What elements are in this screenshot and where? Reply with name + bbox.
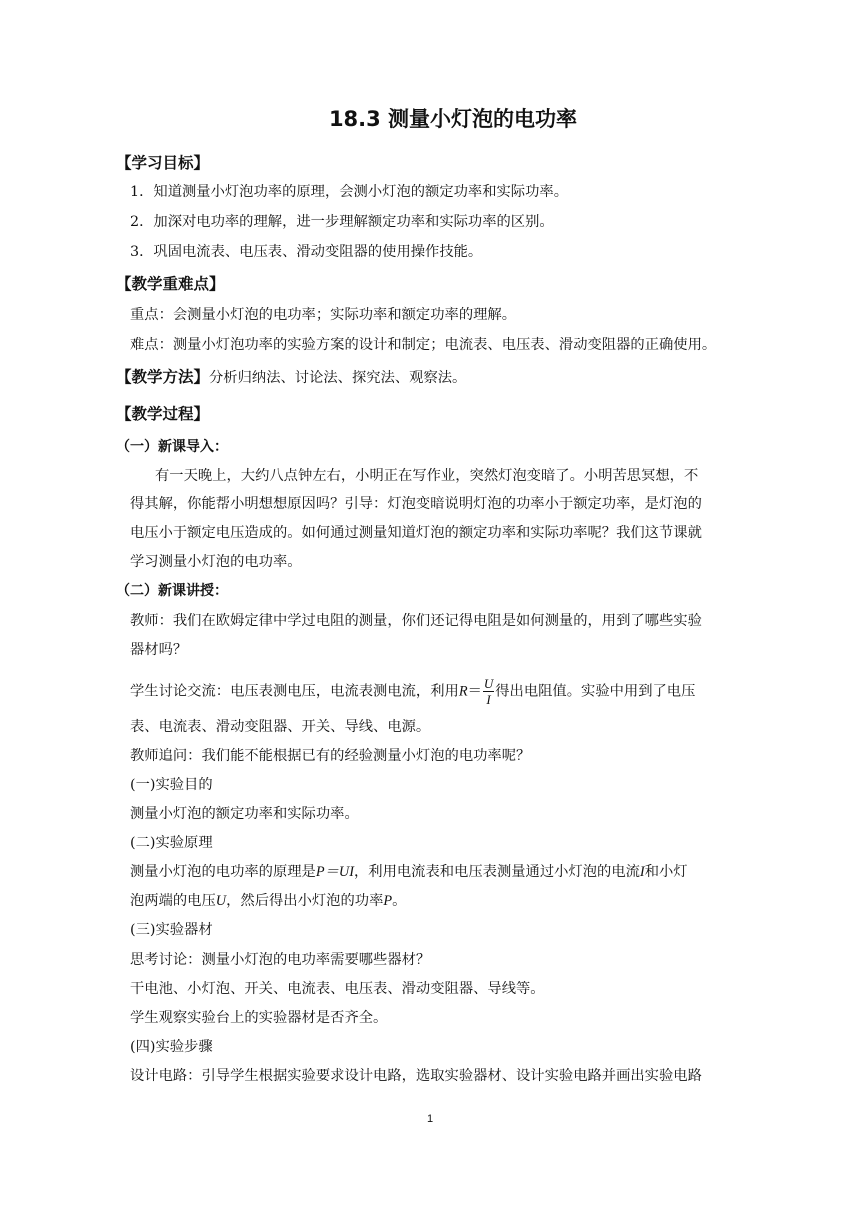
student-discussion-line-1	[130, 676, 695, 707]
page-number: 1	[426, 1113, 434, 1125]
purpose-text: 测量小灯泡的额定功率和实际功率。	[130, 806, 359, 822]
current-symbol: I	[639, 864, 645, 880]
principle-text-f: 。	[392, 893, 407, 909]
objectives-heading: 【学习目标】	[116, 154, 210, 172]
lecture-heading: （二）新课讲授：	[116, 583, 228, 599]
methods-line	[116, 366, 466, 389]
principle-text-a: 测量小灯泡的电功率的原理是	[130, 864, 316, 880]
steps-text: 设计电路：引导学生根据实验要求设计电路，选取实验器材、设计实验电路并画出实验电路	[130, 1068, 702, 1084]
principle-line-2	[130, 891, 406, 911]
power-formula: P＝UI	[315, 864, 354, 880]
formula-r: R	[458, 683, 468, 700]
power-symbol: P	[383, 893, 393, 909]
principle-text-d: 泡两端的电压	[130, 893, 216, 909]
principle-text-c: 和小灯	[644, 864, 688, 880]
student-discussion-pre: 学生讨论交流：电压表测电压，电流表测电流，利用	[130, 683, 459, 700]
equipment-question: 思考讨论：测量小灯泡的电功率需要哪些器材？	[130, 952, 431, 968]
steps-heading: (四)实验步骤	[130, 1039, 213, 1055]
equipment-heading: (三)实验器材	[130, 922, 213, 938]
teacher-question-line-2: 器材吗？	[130, 642, 188, 658]
principle-text-e: ，然后得出小灯泡的功率	[226, 893, 384, 909]
key-point-focus: 重点：会测量小灯泡的电功率；实际功率和额定功率的理解。	[130, 307, 517, 323]
key-points-heading: 【教学重难点】	[116, 275, 225, 293]
student-discussion-line-2: 表、电流表、滑动变阻器、开关、导线、电源。	[130, 719, 431, 735]
equipment-check: 学生观察实验台上的实验器材是否齐全。	[130, 1010, 388, 1026]
purpose-heading: (一)实验目的	[130, 777, 213, 793]
key-point-difficulty: 难点：测量小灯泡功率的实验方案的设计和制定；电流表、电压表、滑动变阻器的正确使用。	[130, 337, 717, 353]
teacher-followup: 教师追问：我们能不能根据已有的经验测量小灯泡的电功率呢？	[130, 748, 531, 764]
fraction-numerator: U	[483, 676, 494, 691]
objective-item-2: 2．加深对电功率的理解，进一步理解额定功率和实际功率的区别。	[130, 214, 554, 230]
fraction-denominator: I	[486, 692, 491, 707]
methods-heading: 【教学方法】	[116, 368, 210, 386]
intro-line-4: 学习测量小灯泡的电功率。	[130, 554, 302, 570]
intro-line-1: 有一天晚上，大约八点钟左右，小明正在写作业，突然灯泡变暗了。小明苦思冥想，不	[155, 468, 699, 484]
principle-line-1	[130, 862, 688, 882]
intro-line-3: 电压小于额定电压造成的。如何通过测量知道灯泡的额定功率和实际功率呢？我们这节课就	[130, 525, 702, 541]
objective-item-3: 3．巩固电流表、电压表、滑动变阻器的使用操作技能。	[130, 244, 483, 260]
formula-equals: ＝	[467, 683, 482, 700]
intro-heading: （一）新课导入：	[116, 439, 228, 455]
objective-item-1: 1．知道测量小灯泡功率的原理，会测小灯泡的额定功率和实际功率。	[130, 184, 568, 200]
document-title: 18.3 测量小灯泡的电功率	[328, 107, 578, 131]
process-heading: 【教学过程】	[116, 405, 210, 423]
equipment-list: 干电池、小灯泡、开关、电流表、电压表、滑动变阻器、导线等。	[130, 981, 545, 997]
methods-text: 分析归纳法、讨论法、探究法、观察法。	[209, 370, 467, 386]
voltage-symbol: U	[215, 893, 227, 909]
teacher-question-line-1: 教师：我们在欧姆定律中学过电阻的测量，你们还记得电阻是如何测量的，用到了哪些实验	[130, 613, 702, 629]
intro-line-2: 得其解，你能帮小明想想原因吗？引导：灯泡变暗说明灯泡的功率小于额定功率，是灯泡的	[130, 496, 702, 512]
principle-heading: (二)实验原理	[130, 835, 213, 851]
principle-text-b: ，利用电流表和电压表测量通过小灯泡的电流	[353, 864, 640, 880]
student-discussion-post: 得出电阻值。实验中用到了电压	[495, 683, 696, 700]
ohm-fraction	[483, 676, 494, 707]
